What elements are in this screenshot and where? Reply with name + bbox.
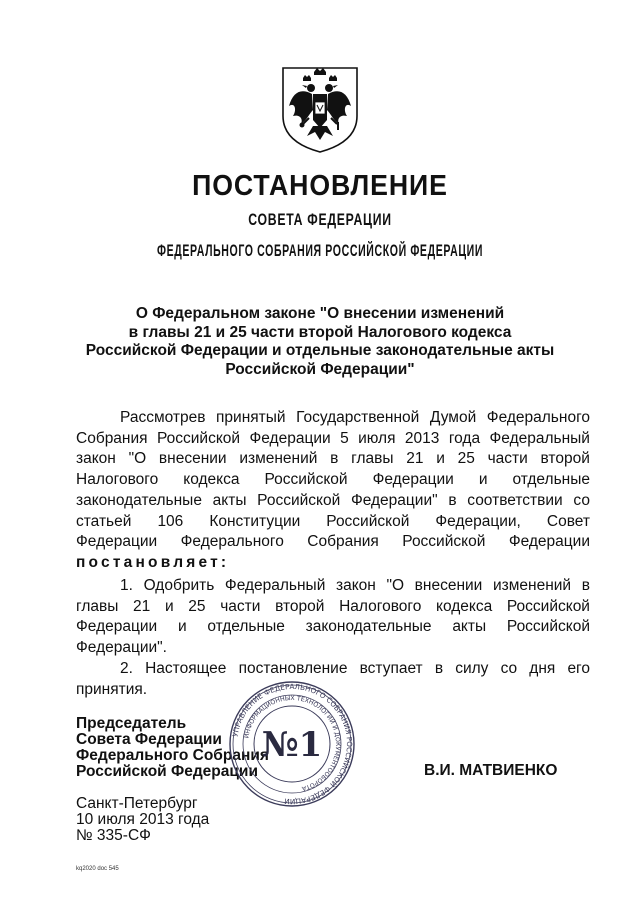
justified-line — [76, 576, 590, 597]
word: Федерации — [76, 533, 158, 551]
word: части — [220, 597, 261, 615]
item-line: Федерации". — [76, 639, 167, 657]
word: "О — [128, 450, 147, 468]
word: Настоящее — [145, 659, 227, 677]
word: Федеральный — [489, 429, 590, 447]
signer-position-line: Российской Федерации — [76, 763, 258, 780]
signer-position-line: Совета Федерации — [76, 731, 222, 748]
word: Рассмотрев — [120, 409, 206, 426]
word: Федерации" — [350, 491, 438, 509]
word: вступает — [359, 659, 423, 677]
word: Налогового — [76, 471, 159, 489]
justified-line — [76, 659, 590, 680]
word: Федерации — [372, 471, 454, 489]
word: силу — [455, 659, 489, 677]
word: Федерации — [76, 618, 158, 636]
word: 2. — [120, 659, 133, 677]
word: и — [478, 471, 488, 489]
justified-line — [76, 449, 590, 470]
justified-line — [76, 597, 590, 618]
word: Собрания — [76, 429, 148, 447]
justified-line — [76, 617, 590, 638]
word: Совет — [546, 512, 590, 530]
word: его — [567, 659, 590, 677]
word: "О — [386, 577, 405, 594]
word: Федеральный — [224, 577, 326, 594]
issuing-body-line-1: СОВЕТА ФЕДЕРАЦИИ — [248, 210, 392, 229]
word: кодекса — [183, 471, 240, 489]
word: 1. — [120, 577, 133, 594]
signer-position-line: Председатель — [76, 715, 187, 732]
resolves-word: постановляет: — [76, 553, 230, 571]
word: главы — [351, 450, 394, 468]
stamp-outer-text: УПРАВЛЕНИЕ ФЕДЕРАЛЬНОГО СОБРАНИЯ РОССИЙСКОЙ ФЕДЕРАЦИИ — [230, 681, 355, 807]
issue-number: № 335-СФ — [76, 827, 151, 844]
word: 25 — [188, 597, 206, 615]
word: закон — [76, 450, 116, 468]
item-line: принятия. — [76, 680, 148, 698]
word: Российской — [264, 471, 348, 489]
word: отдельные — [512, 471, 590, 489]
justified-line — [76, 512, 590, 533]
word: 25 — [457, 450, 475, 468]
word: 106 — [157, 512, 184, 530]
document-subject — [60, 305, 580, 379]
word: Одобрить — [143, 577, 215, 594]
subject-line: в главы 21 и 25 части второй Налогового кодекса — [128, 323, 512, 341]
justified-line — [76, 429, 590, 450]
justified-line — [76, 532, 590, 553]
word: и — [177, 618, 187, 636]
word: в — [330, 450, 339, 468]
word: Собрания — [307, 533, 379, 551]
word: акты — [212, 491, 247, 509]
word: Федерального — [180, 533, 284, 551]
word: Российской — [506, 618, 590, 636]
word: законодательные — [76, 491, 202, 509]
word: изменений — [492, 577, 572, 594]
word: Российской — [402, 533, 486, 551]
word: Российской — [506, 597, 590, 615]
issue-date: 10 июля 2013 года — [76, 811, 210, 828]
word: Налогового — [339, 597, 422, 615]
word: 21 — [133, 597, 151, 615]
subject-line: Российской Федерации" — [225, 360, 415, 378]
justified-line — [76, 470, 590, 491]
word: Государственной — [296, 409, 420, 426]
issue-details — [76, 796, 209, 844]
word: 21 — [406, 450, 424, 468]
official-stamp — [228, 680, 356, 808]
word: года — [448, 429, 481, 447]
word: со — [500, 659, 518, 677]
justified-line — [76, 408, 590, 429]
word: акты — [452, 618, 487, 636]
word: и — [164, 597, 174, 615]
coat-of-arms-emblem — [279, 64, 361, 154]
word: второй — [275, 597, 325, 615]
stamp-number: №1 — [261, 725, 323, 765]
document-type-title: ПОСТАНОВЛЕНИЕ — [192, 170, 448, 202]
preamble-paragraph — [76, 408, 590, 574]
word: июля — [358, 429, 396, 447]
issuing-body-line-2: ФЕДЕРАЛЬНОГО СОБРАНИЯ РОССИЙСКОЙ ФЕДЕРАЦИИ — [156, 241, 484, 260]
resolves-line — [76, 553, 590, 574]
signer-name: В.И. МАТВИЕНКО — [424, 762, 558, 779]
subject-line: О Федеральном законе "О внесении изменений — [135, 305, 505, 322]
word: со — [573, 491, 590, 509]
word: изменений — [239, 450, 318, 468]
word: внесении — [158, 450, 227, 468]
word: Российской — [257, 491, 341, 509]
word: Федерации — [508, 533, 590, 551]
word: в — [434, 659, 444, 677]
word: Федерации, — [435, 512, 521, 530]
word: дня — [529, 659, 556, 677]
word: в — [581, 577, 590, 594]
word: закон — [335, 577, 376, 594]
word: главы — [76, 597, 119, 615]
footer-file-code: kq2020 doc 545 — [76, 866, 119, 872]
word: и — [436, 450, 445, 468]
word: Российской — [326, 512, 410, 530]
word: части — [487, 450, 528, 468]
word: внесении — [414, 577, 483, 594]
word: Думой — [429, 409, 477, 426]
issue-place: Санкт-Петербург — [76, 795, 198, 812]
word: в — [448, 491, 457, 509]
justified-line — [76, 491, 590, 512]
word: статьей — [76, 512, 132, 530]
word: принятый — [216, 409, 286, 426]
subject-line: Российской Федерации и отдельные законодательные акты — [85, 342, 555, 359]
stamp-inner-text: ИНФОРМАЦИОННЫХ ТЕХНОЛОГИЙ И ДОКУМЕНТООБОРОТА — [243, 694, 342, 792]
signer-position-line: Федерального Собрания — [76, 747, 269, 764]
word: законодательные — [305, 618, 432, 636]
word: второй — [540, 450, 590, 468]
word: Конституции — [209, 512, 301, 530]
word: 2013 — [404, 429, 440, 447]
word: соответствии — [467, 491, 563, 509]
word: Федерации — [249, 429, 331, 447]
word: отдельные — [207, 618, 285, 636]
word: кодекса — [435, 597, 493, 615]
word: Федерального — [486, 409, 590, 426]
word: постановление — [238, 659, 348, 677]
word: 5 — [340, 429, 349, 447]
word: Российской — [156, 429, 241, 447]
